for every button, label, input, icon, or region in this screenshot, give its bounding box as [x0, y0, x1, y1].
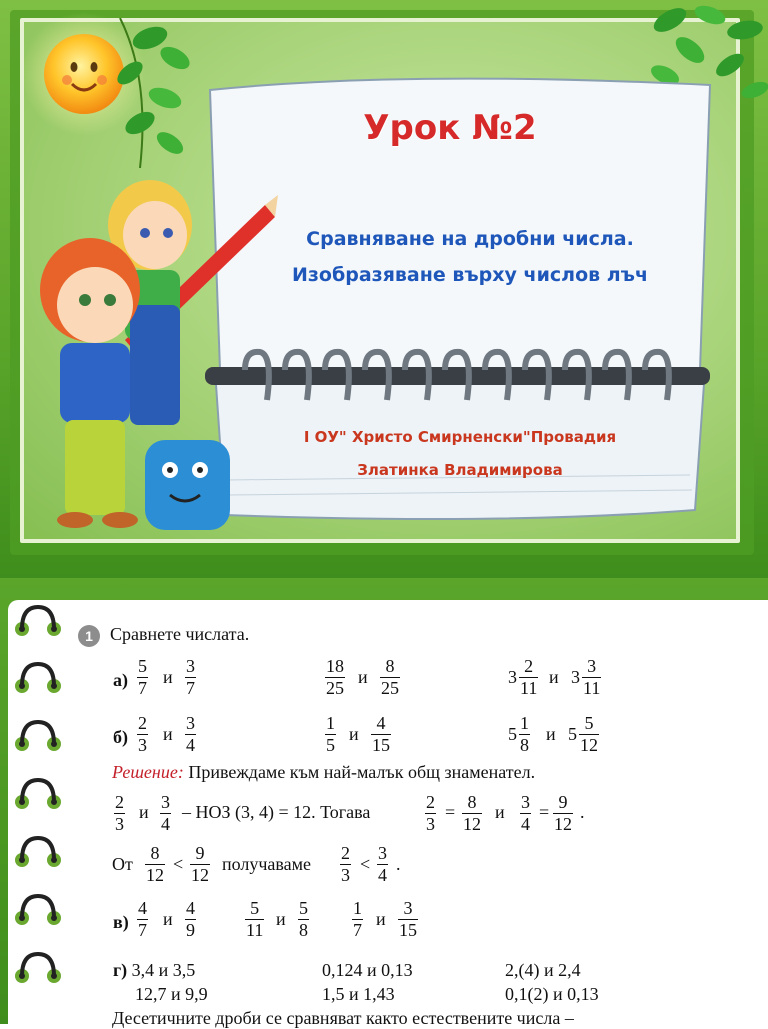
- children-illustration: [30, 165, 280, 540]
- row-g-c3-1: 2,(4) и 2,4: [505, 960, 581, 980]
- lesson-subtitle-line1: Сравняване на дробни числа.: [306, 228, 634, 250]
- and-word: и: [163, 909, 173, 929]
- solution-line: [112, 762, 535, 783]
- row-a-p3-b: 3 11: [583, 656, 601, 698]
- dot: .: [396, 854, 401, 874]
- from-word: От: [112, 854, 133, 874]
- school-name: I ОУ" Христо Смирненски"Провадия: [303, 428, 617, 446]
- noz-fraction: 2 3: [426, 792, 435, 834]
- and-word: и: [495, 802, 505, 822]
- and-word: и: [376, 909, 386, 929]
- and-word: и: [549, 667, 559, 687]
- row-b-p2-b: 4 15: [372, 713, 390, 755]
- binder-ring-icon: [8, 776, 68, 812]
- solution-text: Привеждаме към най-малък общ знаменател.: [188, 762, 536, 782]
- row-v-p2-a: 5 11: [246, 898, 264, 940]
- row-v-p3-a: 1 7: [353, 898, 362, 940]
- row-g-c2-2: 1,5 и 1,43: [322, 984, 395, 1004]
- less-sign: <: [173, 854, 184, 874]
- row-g-label: г) 3,4 и 3,5: [113, 960, 196, 980]
- and-word: и: [139, 802, 149, 822]
- row-a-p1-a: 5 7: [138, 656, 147, 698]
- row-v-p1-b: 4 9: [186, 898, 195, 940]
- row-g-c2-1: 0,124 и 0,13: [322, 960, 413, 980]
- noz-fraction: 3 4: [521, 792, 530, 834]
- row-b-p1-b: 3 4: [186, 713, 195, 755]
- exercise-number-badge: 1: [78, 625, 100, 647]
- lesson-title: Урок №2: [363, 108, 537, 148]
- row-a-p2-b: 8 25: [381, 656, 399, 698]
- whole-number: 3: [508, 667, 517, 687]
- binder-ring-icon: [8, 603, 68, 639]
- binder-ring-icon: [8, 660, 68, 696]
- binder-ring-icon: [8, 950, 68, 986]
- whole-number: 5: [508, 724, 517, 744]
- from-fraction: 9 12: [191, 843, 209, 885]
- leaves-decoration: [110, 18, 200, 168]
- row-g-c1-1: 3,4 и 3,5: [131, 960, 196, 980]
- row-a-p2-a: 18 25: [326, 656, 344, 698]
- binder-ring-icon: [8, 834, 68, 870]
- dot: .: [580, 802, 585, 822]
- row-a-label: а): [113, 670, 128, 690]
- row-b-label: б): [113, 727, 128, 747]
- exercise-instruction: Сравнете числата.: [110, 624, 250, 644]
- noz-fraction: 8 12: [463, 792, 481, 834]
- row-g-c3-2: 0,1(2) и 0,13: [505, 984, 599, 1004]
- row-a-p3-a: 2 11: [520, 656, 538, 698]
- noz-text: – НОЗ (3, 4) = 12. Тогава: [182, 802, 371, 822]
- binder-ring-icon: [8, 718, 68, 754]
- decimal-rule-text: Десетичните дроби се сравняват както естествените числа –: [112, 1008, 574, 1028]
- row-v-p2-b: 5 8: [299, 898, 308, 940]
- and-word: и: [358, 667, 368, 687]
- noz-fraction: 3 4: [161, 792, 170, 834]
- row-v-p1-a: 4 7: [138, 898, 147, 940]
- whole-number: 5: [568, 724, 577, 744]
- equals-sign: =: [539, 802, 550, 822]
- from-fraction: 2 3: [341, 843, 350, 885]
- from-fraction: 3 4: [378, 843, 387, 885]
- solution-label: Решение:: [112, 762, 184, 782]
- row-g-c1-2: 12,7 и 9,9: [135, 984, 208, 1004]
- row-v-p3-b: 3 15: [399, 898, 417, 940]
- and-word: и: [163, 667, 173, 687]
- and-word: и: [276, 909, 286, 929]
- binder-ring-icon: [8, 892, 68, 928]
- and-word: и: [546, 724, 556, 744]
- and-word: и: [163, 724, 173, 744]
- noz-fraction: 2 3: [115, 792, 124, 834]
- and-word: и: [349, 724, 359, 744]
- row-b-p2-a: 1 5: [326, 713, 335, 755]
- author-name: Златинка Владимирова: [357, 461, 563, 479]
- obtain-word: получаваме: [222, 854, 312, 874]
- row-b-p1-a: 2 3: [138, 713, 147, 755]
- from-fraction: 8 12: [146, 843, 164, 885]
- row-b-p3-a: 1 8: [520, 713, 529, 755]
- row-v-label: в): [113, 912, 129, 932]
- equals-sign: =: [445, 802, 456, 822]
- whole-number: 3: [571, 667, 580, 687]
- row-b-p3-b: 5 12: [580, 713, 598, 755]
- lesson-subtitle-line2: Изобразяване върху числов лъч: [291, 264, 649, 286]
- row-a-p1-b: 3 7: [186, 656, 195, 698]
- less-sign: <: [360, 854, 371, 874]
- noz-fraction: 9 12: [554, 792, 572, 834]
